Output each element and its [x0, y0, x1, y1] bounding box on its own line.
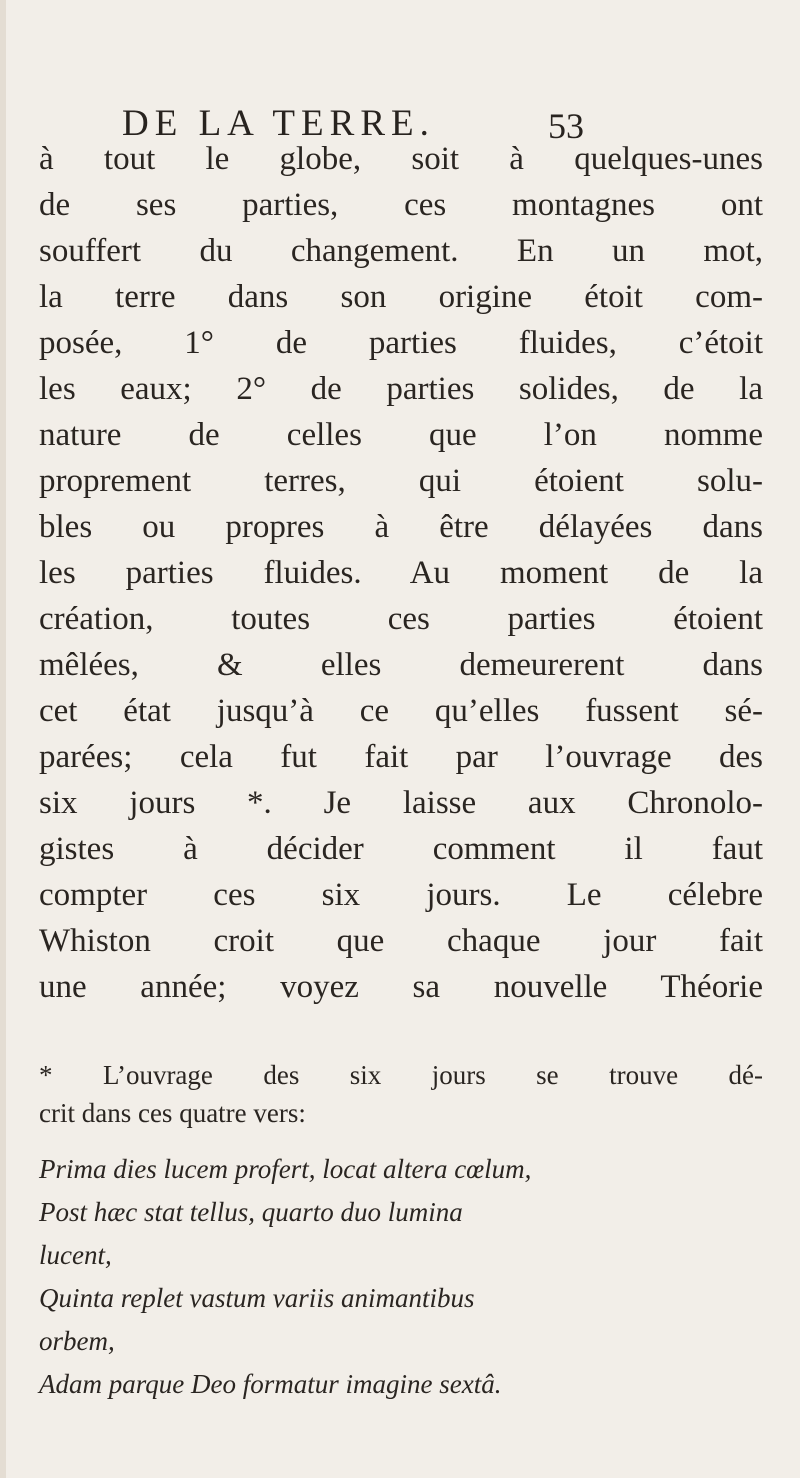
body-line: souffert du changement. En un mot,	[39, 233, 763, 269]
verse-line: Quinta replet vastum variis animantibus	[39, 1283, 475, 1313]
body-line: proprement terres, qui étoient solu-	[39, 463, 763, 499]
body-line: bles ou propres à être délayées dans	[39, 509, 763, 545]
body-line: cet état jusqu’à ce qu’elles fussent sé-	[39, 693, 763, 729]
body-line: Whiston croit que chaque jour fait	[39, 923, 763, 959]
page-gutter	[0, 0, 6, 1478]
body-line: parées; cela fut fait par l’ouvrage des	[39, 739, 763, 775]
body-line: gistes à décider comment il faut	[39, 831, 763, 867]
verse-line: orbem,	[39, 1326, 115, 1356]
running-title: DE LA TERRE.	[122, 103, 435, 144]
verse-line: lucent,	[39, 1240, 112, 1270]
body-line: six jours *. Je laisse aux Chronolo-	[39, 785, 763, 821]
body-line: mêlées, & elles demeurerent dans	[39, 647, 763, 683]
body-line: compter ces six jours. Le célebre	[39, 877, 763, 913]
body-line: la terre dans son origine étoit com-	[39, 279, 763, 315]
body-line: nature de celles que l’on nomme	[39, 417, 763, 453]
page-number: 53	[548, 106, 584, 146]
body-line: les parties fluides. Au moment de la	[39, 555, 763, 591]
footnote-line: crit dans ces quatre vers:	[39, 1098, 306, 1128]
body-line: les eaux; 2° de parties solides, de la	[39, 371, 763, 407]
verse-line: Post hæc stat tellus, quarto duo lumina	[39, 1197, 463, 1227]
body-line: une année; voyez sa nouvelle Théorie	[39, 969, 763, 1005]
verse-line: Prima dies lucem profert, locat altera cœlum,	[39, 1154, 532, 1184]
footnote-line: * L’ouvrage des six jours se trouve dé-	[39, 1060, 763, 1090]
verse-line: Adam parque Deo formatur imagine sextâ.	[39, 1369, 502, 1399]
body-line: posée, 1° de parties fluides, c’étoit	[39, 325, 763, 361]
body-line: création, toutes ces parties étoient	[39, 601, 763, 637]
body-line: de ses parties, ces montagnes ont	[39, 187, 763, 223]
body-line: à tout le globe, soit à quelques-unes	[39, 141, 763, 177]
